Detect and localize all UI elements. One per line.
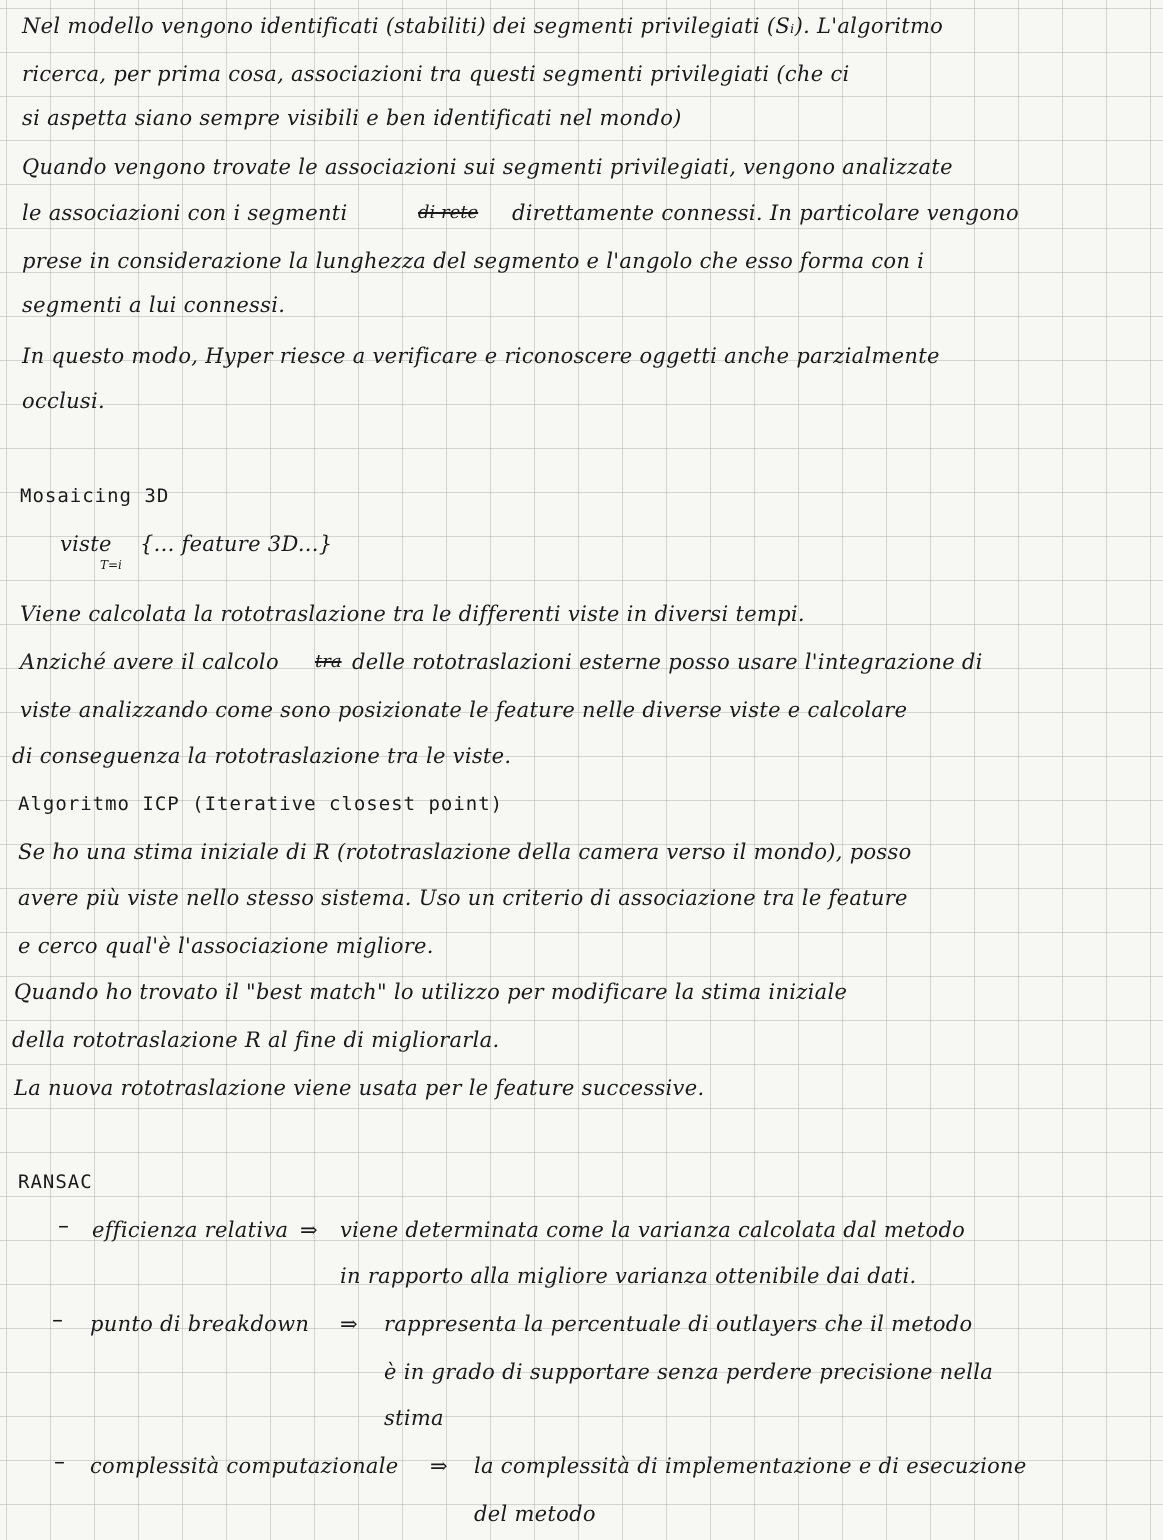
- ransac-heading: RANSAC: [18, 1171, 93, 1193]
- ransac-item-3-term: complessità computazionale: [90, 1454, 399, 1478]
- intro-line-7: segmenti a lui connessi.: [22, 293, 286, 317]
- icp-line-1: Se ho una stima iniziale di R (rototraslazione della camera verso il mondo), posso: [18, 840, 912, 864]
- mosaicing-heading: Mosaicing 3D: [20, 485, 170, 507]
- icp-line-6: La nuova rototraslazione viene usata per le feature successive.: [14, 1076, 705, 1100]
- ransac-item-2-arrow: ⇒: [340, 1312, 358, 1336]
- mosaicing-line-2-struck-word: tra: [315, 651, 342, 672]
- mosaicing-line-3: viste analizzando come sono posizionate le feature nelle diverse viste e calcolare: [20, 698, 908, 722]
- mosaicing-line-2a: Anziché avere il calcolo: [20, 650, 279, 674]
- mosaicing-line-4: di conseguenza la rototraslazione tra le viste.: [12, 744, 512, 768]
- intro-line-4: Quando vengono trovate le associazioni sui segmenti privilegiati, vengono analizzate: [22, 155, 953, 179]
- ransac-item-3-bullet: –: [54, 1450, 65, 1475]
- icp-line-2: avere più viste nello stesso sistema. Uso un criterio di associazione tra le feature: [18, 886, 908, 910]
- intro-line-3: si aspetta siano sempre visibili e ben identificati nel mondo): [22, 106, 682, 130]
- intro-line-9: occlusi.: [22, 389, 105, 413]
- ransac-item-2-term: punto di breakdown: [90, 1312, 310, 1336]
- intro-line-2: ricerca, per prima cosa, associazioni tra questi segmenti privilegiati (che ci: [22, 62, 850, 86]
- icp-line-3: e cerco qual'è l'associazione migliore.: [18, 934, 434, 958]
- ransac-item-3-line-2: del metodo: [474, 1502, 596, 1526]
- intro-line-5b: direttamente connessi. In particolare vengono: [512, 201, 1019, 225]
- icp-heading: Algoritmo ICP (Iterative closest point): [18, 793, 504, 815]
- icp-line-5: della rototraslazione R al fine di migliorarla.: [12, 1028, 500, 1052]
- ransac-item-1-bullet: –: [58, 1214, 69, 1239]
- intro-line-5a: le associazioni con i segmenti: [22, 201, 348, 225]
- ransac-item-1-arrow: ⇒: [300, 1218, 318, 1242]
- ransac-item-2-line-1: rappresenta la percentuale di outlayers che il metodo: [384, 1312, 973, 1336]
- intro-line-6: prese in considerazione la lunghezza del segmento e l'angolo che esso forma con i: [22, 249, 925, 273]
- icp-line-4: Quando ho trovato il "best match" lo utilizzo per modificare la stima iniziale: [14, 980, 848, 1004]
- ransac-item-2-line-2: è in grado di supportare senza perdere precisione nella: [384, 1360, 994, 1384]
- ransac-item-3-line-1: la complessità di implementazione e di esecuzione: [474, 1454, 1027, 1478]
- mosaicing-formula-subscript: T=i: [100, 558, 122, 572]
- mosaicing-formula-set: {... feature 3D...}: [140, 532, 333, 556]
- intro-line-1: Nel modello vengono identificati (stabiliti) dei segmenti privilegiati (Sᵢ). L'algoritmo: [22, 14, 944, 38]
- intro-line-5-struck-word: di rete: [418, 202, 479, 223]
- mosaicing-line-2b: delle rototraslazioni esterne posso usare l'integrazione di: [352, 650, 983, 674]
- intro-line-8: In questo modo, Hyper riesce a verificare e riconoscere oggetti anche parzialmente: [22, 344, 940, 368]
- ransac-item-2-bullet: –: [52, 1308, 63, 1333]
- ransac-item-1-line-1: viene determinata come la varianza calcolata dal metodo: [340, 1218, 966, 1242]
- mosaicing-line-1: Viene calcolata la rototraslazione tra le differenti viste in diversi tempi.: [20, 602, 805, 626]
- ransac-item-1-term: efficienza relativa: [92, 1218, 289, 1242]
- mosaicing-formula-word: viste: [60, 532, 112, 556]
- ransac-item-2-line-3: stima: [384, 1406, 444, 1430]
- ransac-item-1-line-2: in rapporto alla migliore varianza ottenibile dai dati.: [340, 1264, 917, 1288]
- ransac-item-3-arrow: ⇒: [430, 1454, 448, 1478]
